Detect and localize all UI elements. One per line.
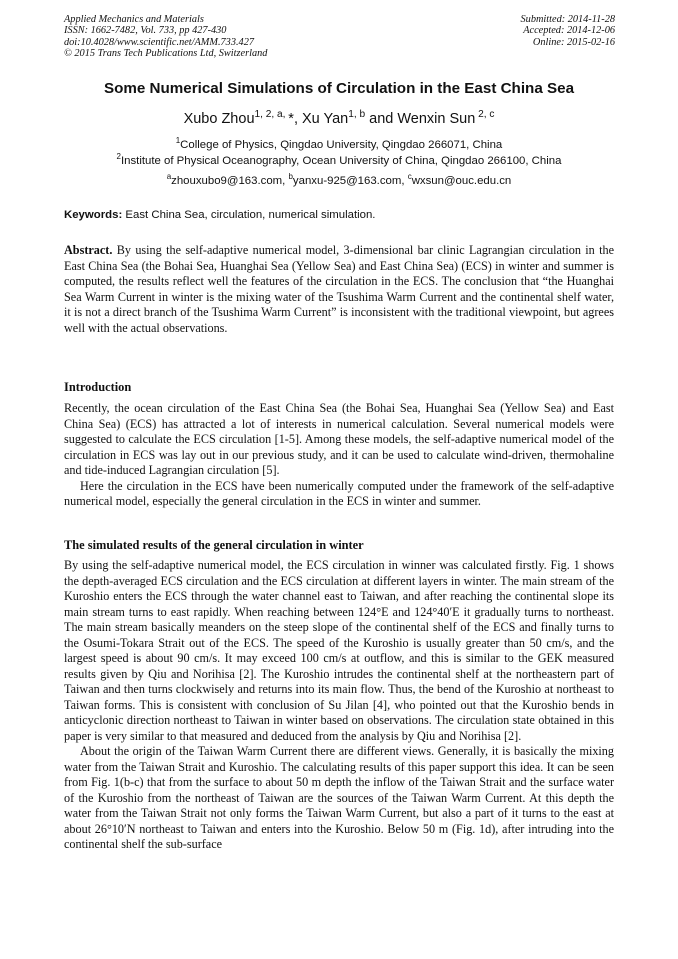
journal-issn: ISSN: 1662-7482, Vol. 733, pp 427-430: [64, 25, 227, 37]
section-heading-introduction: Introduction: [64, 380, 132, 394]
journal-name: Applied Mechanics and Materials: [64, 14, 204, 25]
introduction-body: [64, 401, 614, 510]
keywords-text: East China Sea, circulation, numerical simulation.: [122, 209, 376, 221]
affiliation-2: [0, 152, 678, 167]
paragraph: Here the circulation in the ECS have been numerically computed under the framework of the self-adaptive numerical model, especially the general circulation in the ECS in winter and summer.: [64, 478, 614, 508]
affiliation-text: College of Physics, Qingdao University, Qingdao 266071, China: [180, 139, 503, 151]
author-name: Wenxin Sun: [397, 111, 476, 127]
affiliation-mark: 2: [116, 152, 121, 162]
online-date: Online: 2015-02-16: [532, 36, 615, 48]
email-link[interactable]: wxsun@ouc.edu.cn: [411, 175, 512, 187]
paragraph: Recently, the ocean circulation of the East China Sea (the Bohai Sea, Huanghai Sea (Yellow Sea) and East China Sea) (ECS) has attracted a lot of interests in numerical calculation. Several numerical models were suggested to calculate the ECS circulation [1-5]. Among these models, the self-adaptive numerical model of the circulation in ECS was lay out in our previous study, and it can be used to calculate wind-driven, thermohaline and tide-induced Lagrangian circulation [5].: [64, 401, 614, 477]
section-heading-winter: The simulated results of the general circulation in winter: [64, 538, 364, 552]
author-separator: and: [365, 111, 398, 127]
email-mark: c: [407, 172, 412, 182]
author-affiliation-mark: 2, c: [475, 109, 495, 121]
email-mark: a: [166, 172, 172, 182]
keywords-label: Keywords:: [64, 209, 123, 221]
abstract-label: Abstract.: [64, 243, 113, 257]
email-line: [0, 172, 678, 187]
affiliation-mark: 1: [175, 136, 181, 146]
paragraph: By using the self-adaptive numerical model, the ECS circulation in winner was calculated firstly. Fig. 1 shows the depth-averaged ECS circulation and the ECS circulation at different layers in winter. The main stream of the Kuroshio enters the ECS through the water channel east to Taiwan, and after reaching the continental slope its main stream turns to east rapidly. When reaching between 124°E and 124°40′E it gradually turns to northeast. The main stream basically meanders on the steep slope of the continental shelf of the ECS and finally turns to the Osumi-Tokara Strait out of the ECS. The speed of the Kuroshio is usually greater than 50 cm/s, and the largest speed is about 90 cm/s. It may exceed 100 cm/s at outflow, and this is similar to the GEK measured results given by Qiu and Norihisa [2]. The Kuroshio intrudes the continental shelf at the northeastern part of Taiwan and then turns clockwisely and returns into its main flow. Thus, the bend of the Kuroshio at northeast to Taiwan forms. This is consistent with conclusion of Su Jilan [4], who pointed out that the Kuroshio bends in anticyclonic direction northeast to Taiwan in winter based on observations. The circulation state obtained in this paper is very similar to that measured and deduced from the analysis by Qiu and Norihisa [2].: [64, 558, 614, 743]
journal-copyright: © 2015 Trans Tech Publications Ltd, Switzerland: [64, 48, 268, 60]
author-affiliation-mark: 1, b: [348, 109, 366, 121]
abstract: [64, 243, 614, 336]
submitted-date: Submitted: 2014-11-28: [520, 14, 615, 25]
affiliation-text: Institute of Physical Oceanography, Ocean University of China, Qingdao 266100, China: [120, 155, 562, 167]
journal-info: [64, 14, 267, 60]
author-affiliation-mark: 1, 2, a,: [254, 109, 289, 121]
corresponding-mark: *,: [288, 111, 302, 127]
email-link[interactable]: yanxu-925@163.com,: [292, 175, 408, 187]
accepted-date: Accepted: 2014-12-06: [523, 25, 615, 37]
author-name: Xu Yan: [302, 111, 349, 127]
author-name: Xubo Zhou: [183, 111, 255, 127]
keywords: [64, 209, 375, 221]
submission-dates: [521, 14, 615, 48]
journal-doi: doi:10.4028/www.scientific.net/AMM.733.427: [64, 36, 254, 48]
paragraph: About the origin of the Taiwan Warm Current there are different views. Generally, it is basically the mixing water from the Taiwan Strait and Kuroshio. The calculating results of this paper support this idea. It can be seen from Fig. 1(b-c) that from the surface to about 50 m depth the inflow of the Taiwan Strait and the surface water of the Kuroshio from the northeast of Taiwan are the sources of the Taiwan Warm Current. At this depth the water from the Taiwan Strait not only forms the Taiwan Warm Current, but also a part of it turns to the east at about 26°10′N northeast to Taiwan and enters into the Kuroshio. Below 50 m (Fig. 1d), after intruding into the continental shelf the sub-surface: [64, 744, 614, 851]
winter-body: [64, 558, 614, 853]
email-link[interactable]: zhouxubo9@163.com,: [171, 175, 289, 187]
paper-title: Some Numerical Simulations of Circulation in the East China Sea: [103, 80, 575, 97]
email-mark: b: [288, 172, 293, 182]
affiliation-1: [0, 136, 678, 151]
abstract-text: By using the self-adaptive numerical model, 3-dimensional bar clinic Lagrangian circulation in the East China Sea (the Bohai Sea, Huanghai Sea (Yellow Sea) and East China Sea) (ECS) in winter and summer is computed, the results reflect well the features of the circulation in the ECS. The conclusion that “the Huanghai Sea Warm Current in winter is the mixing water of the Tsushima Warm Current and the continental shelf water, it is not a direct branch of the Tsushima Warm Current” is inconsistent with the traditional viewpoint, but agrees well with the actual observations.: [64, 243, 614, 335]
author-list: [0, 111, 678, 127]
